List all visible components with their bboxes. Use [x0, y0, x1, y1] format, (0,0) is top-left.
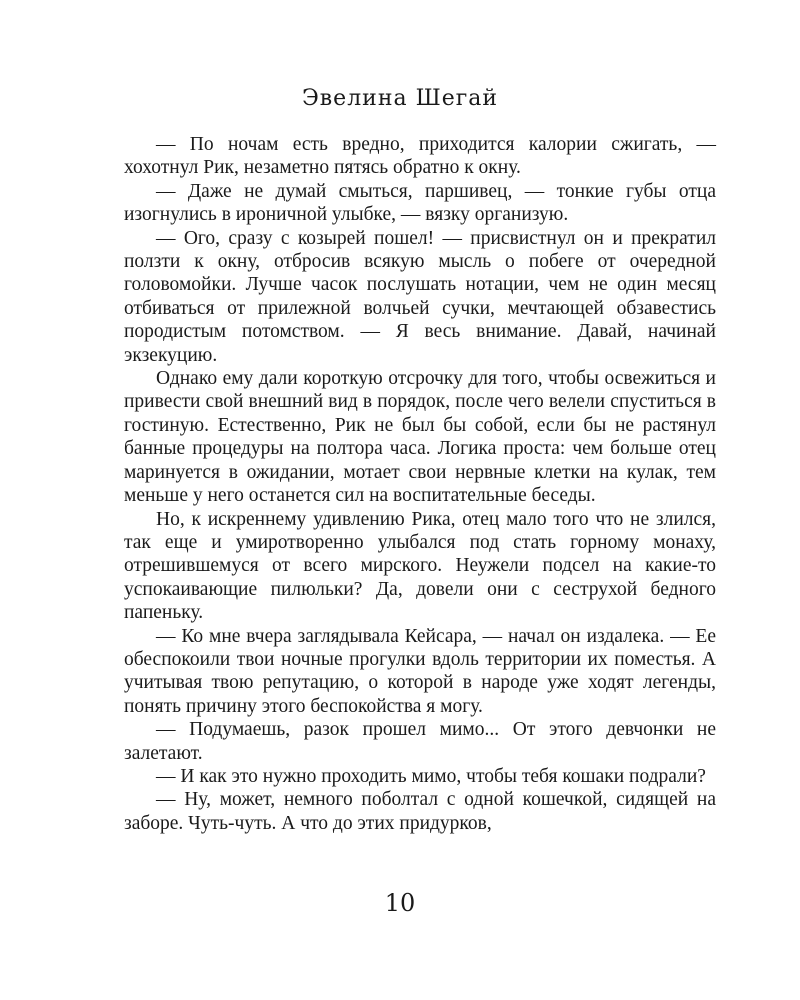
page-number: 10: [384, 889, 416, 917]
paragraph: — И как это нужно проходить мимо, чтобы тебя кошaки подрали?: [156, 765, 706, 787]
paragraph: Однако ему дали короткую отсрочку для того, чтобы освежиться и привести свой внешний вид в порядок, после чего велели спуститься в гостиную. Естественно, Рик не был бы собой, если бы не растянул банные процедуры на полтора часа. Логика проста: чем больше отец маринуется в ожидании, мотает свои нервные клетки на кулак, тем меньше у него останется сил на воспитательные беседы.: [124, 368, 716, 507]
paragraph: — Даже не думай смыться, паршивец, — тонкие губы отца изогнулись в ироничной улыбке, — вязку организую.: [124, 180, 716, 226]
body-text: [124, 133, 716, 835]
running-head-author: Эвелина Шегай: [301, 86, 499, 111]
paragraph: — Ну, может, немного поболтал с одной кошечкой, сидящей на заборе. Чуть-чуть. А что до этих придурков,: [124, 789, 716, 834]
paragraph: — По ночам есть вредно, приходится калории сжигать, — хохотнул Рик, незаметно пятясь обратно к окну.: [124, 134, 716, 179]
paragraph: Но, к искреннему удивлению Рика, отец мало того что не злился, так еще и умиротворенно улыбался под стать горному монаху, отрешившемуся от всего мирского. Неужели подсел на какие-то успокаивающие пилюльки? Да, довели они с сеструхой бедного папеньку.: [124, 508, 716, 624]
paragraph: — Ого, сразу с козырей пошел! — присвистнул он и прекратил ползти к окну, отбросив всякую мысль о побеге от очередной головомойки. Лучше часок послушать нотации, чем не один месяц отбиваться от прилежной волчьей сучки, мечтающей обзавестись породистым потомством. — Я весь внимание. Давай, начинай экзекуцию.: [124, 227, 716, 366]
paragraph: — Подумаешь, разок прошел мимо... От этого девчонки не залетают.: [124, 719, 716, 764]
paragraph: — Ко мне вчера заглядывала Кейсара, — начал он издалека. — Ее обеспокоили твои ночные прогулки вдоль территории их поместья. А учитывая твою репутацию, о которой в народе уже ходят легенды, понять причину этого беспокойства я могу.: [124, 625, 716, 717]
